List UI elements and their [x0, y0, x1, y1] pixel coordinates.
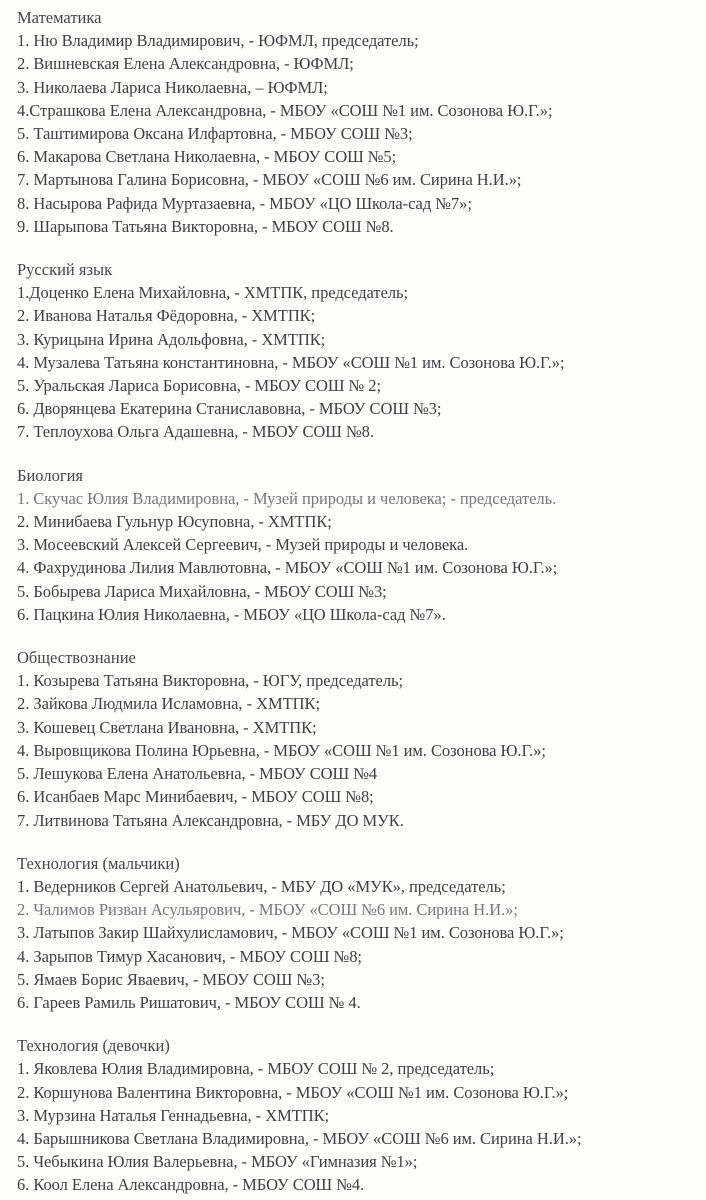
- section-technology-girls: [17, 1034, 698, 1196]
- list-item: 1. Ведерников Сергей Анатольевич, - МБУ ДО «МУК», председатель;: [17, 876, 506, 896]
- list-item: 2. Иванова Наталья Фёдоровна, - ХМТПК;: [17, 306, 316, 326]
- member-list: [17, 1057, 698, 1196]
- member-list: [17, 29, 698, 238]
- list-item: 2. Вишневская Елена Александровна, - ЮФМЛ;: [17, 54, 354, 74]
- list-item: 7. Мартынова Галина Борисовна, - МБОУ «СОШ №6 им. Сирина Н.И.»;: [17, 170, 522, 190]
- list-item: 6. Гареев Рамиль Ришатович, - МБОУ СОШ № 4.: [17, 992, 361, 1012]
- list-item: 4. Музалева Татьяна константиновна, - МБОУ «СОШ №1 им. Созонова Ю.Г.»;: [17, 352, 565, 372]
- section-title: Технология (мальчики): [17, 853, 180, 873]
- member-list: [17, 281, 698, 443]
- list-item: 2. Минибаева Гульнур Юсуповна, - ХМТПК;: [17, 512, 332, 532]
- section-title: Русский язык: [17, 260, 113, 280]
- list-item: 3. Кошевец Светлана Ивановна, - ХМТПК;: [17, 717, 317, 737]
- list-item: 6. Пацкина Юлия Николаевна, - МБОУ «ЦО Школа-сад №7».: [17, 604, 446, 624]
- list-item: 6. Дворянцева Екатерина Станиславовна, - МБОУ СОШ №3;: [17, 399, 442, 419]
- section-title: Обществознание: [17, 648, 136, 668]
- list-item: 2. Зайкова Людмила Исламовна, - ХМТПК;: [17, 694, 320, 714]
- list-item: 4. Зарыпов Тимур Хасанович, - МБОУ СОШ №8;: [17, 946, 362, 966]
- list-item: 4. Барышникова Светлана Владимировна, - МБОУ «СОШ №6 им. Сирина Н.И.»;: [17, 1128, 582, 1148]
- list-item: 5. Ямаев Борис Яваевич, - МБОУ СОШ №3;: [17, 969, 325, 989]
- list-item: 3. Мурзина Наталья Геннадьевна, - ХМТПК;: [17, 1105, 330, 1125]
- list-item: 3. Латыпов Закир Шайхулисламович, - МБОУ «СОШ №1 им. Созонова Ю.Г.»;: [17, 923, 564, 943]
- list-item: 4. Фахрудинова Лилия Мавлютовна, - МБОУ «СОШ №1 им. Созонова Ю.Г.»;: [17, 558, 558, 578]
- member-list: [17, 669, 698, 831]
- list-item: 1. Ню Владимир Владимирович, - ЮФМЛ, председатель;: [17, 31, 419, 51]
- list-item: 4.Страшкова Елена Александровна, - МБОУ «СОШ №1 им. Созонова Ю.Г.»;: [17, 100, 553, 120]
- section-title: Математика: [17, 8, 102, 27]
- section-title: Технология (девочки): [17, 1036, 170, 1056]
- list-item: 3. Курицына Ирина Адольфовна, - ХМТПК;: [17, 329, 326, 349]
- list-item: 1. Скучас Юлия Владимировна, - Музей природы и человека; - председатель.: [17, 488, 557, 508]
- member-list: [17, 875, 698, 1014]
- list-item: 1. Козырева Татьяна Викторовна, - ЮГУ, председатель;: [17, 671, 404, 691]
- member-list: [17, 487, 698, 626]
- list-item: 5. Уральская Лариса Борисовна, - МБОУ СОШ № 2;: [17, 376, 382, 396]
- list-item: 1. Яковлева Юлия Владимировна, - МБОУ СОШ № 2, председатель;: [17, 1059, 495, 1079]
- list-item: 4. Выровщикова Полина Юрьевна, - МБОУ «СОШ №1 им. Созонова Ю.Г.»;: [17, 740, 546, 760]
- list-item: 6. Макарова Светлана Николаевна, - МБОУ СОШ №5;: [17, 147, 397, 167]
- list-item: 9. Шарыпова Татьяна Викторовна, - МБОУ СОШ №8.: [17, 216, 394, 236]
- list-item: 5. Лешукова Елена Анатольевна, - МБОУ СОШ №4: [17, 764, 378, 784]
- section-title: Биология: [17, 465, 84, 485]
- list-item: 5. Чебыкина Юлия Валерьевна, - МБОУ «Гимназия №1»;: [17, 1152, 418, 1172]
- list-item: 2. Коршунова Валентина Викторовна, - МБОУ «СОШ №1 им. Созонова Ю.Г.»;: [17, 1082, 569, 1102]
- list-item: 2. Чалимов Ризван Асульярович, - МБОУ «СОШ №6 им. Сирина Н.И.»;: [17, 900, 518, 920]
- section-russian-language: [17, 258, 698, 444]
- list-item: 5. Бобырева Лариса Михайловна, - МБОУ СОШ №3;: [17, 581, 387, 601]
- list-item: 7. Литвинова Татьяна Александровна, - МБУ ДО МУК.: [17, 810, 404, 830]
- list-item: 3. Николаева Лариса Николаевна, – ЮФМЛ;: [17, 77, 328, 97]
- section-social-studies: [17, 646, 698, 832]
- list-item: 6. Исанбаев Марс Минибаевич, - МБОУ СОШ №8;: [17, 787, 374, 807]
- section-technology-boys: [17, 852, 698, 1014]
- section-biology: [17, 464, 698, 626]
- list-item: 1.Доценко Елена Михайловна, - ХМТПК, председатель;: [17, 283, 409, 303]
- list-item: 7. Теплоухова Ольга Адашевна, - МБОУ СОШ №8.: [17, 422, 374, 442]
- list-item: 6. Коол Елена Александровна, - МБОУ СОШ №4.: [17, 1175, 365, 1195]
- section-mathematics: [17, 6, 698, 238]
- list-item: 8. Насырова Рафида Муртазаевна, - МБОУ «ЦО Школа-сад №7»;: [17, 193, 472, 213]
- list-item: 5. Таштимирова Оксана Илфартовна, - МБОУ СОШ №3;: [17, 124, 413, 144]
- list-item: 3. Мосеевский Алексей Сергеевич, - Музей природы и человека.: [17, 535, 469, 555]
